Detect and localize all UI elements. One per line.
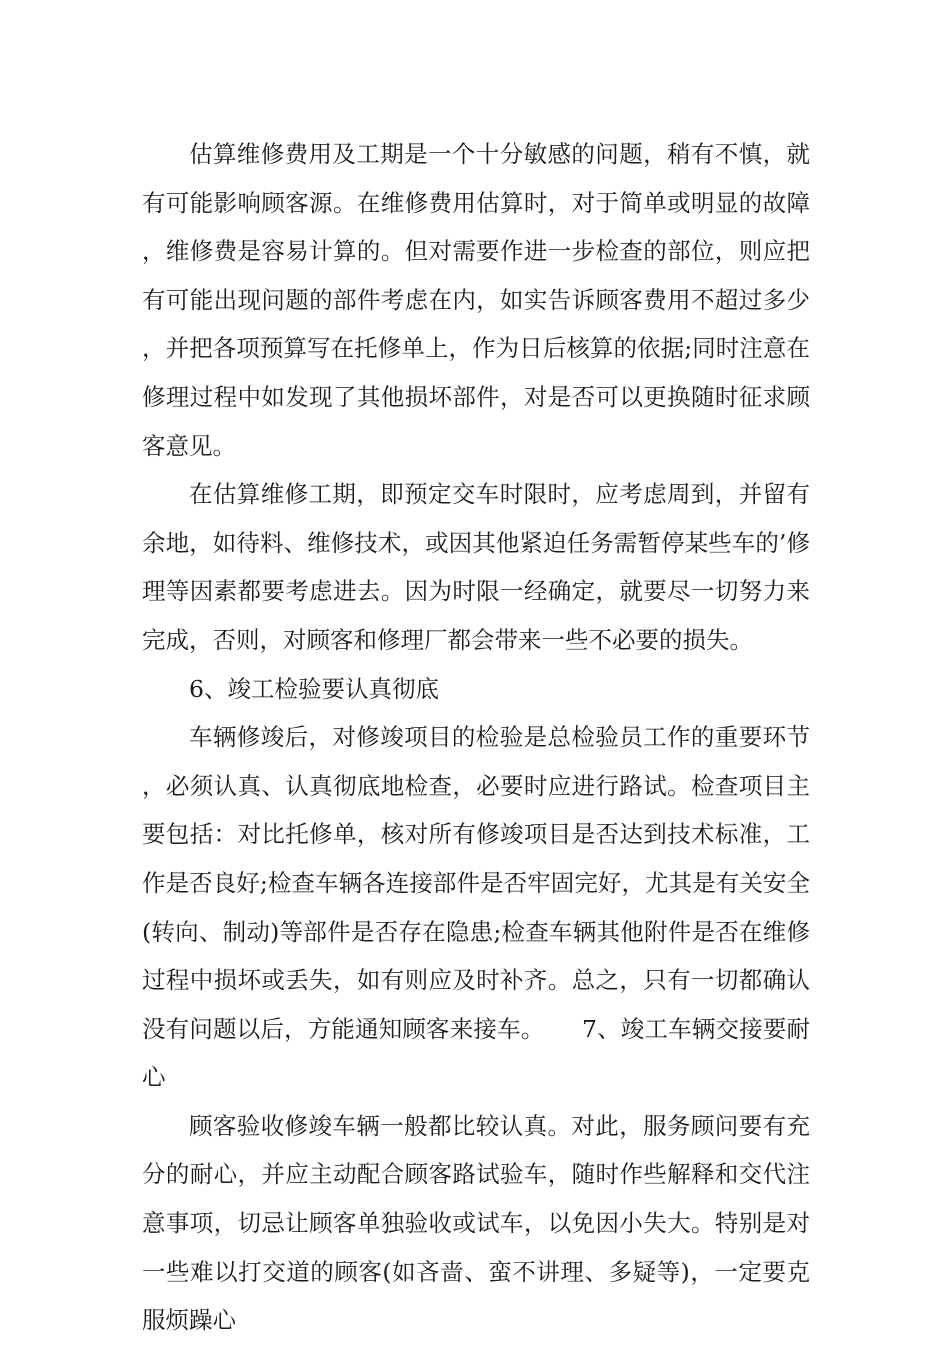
section-heading-vehicle-handover: 7、竣工车辆交接要耐心: [142, 1014, 811, 1092]
paragraph-inspection-text: 车辆修竣后，对修竣项目的检验是总检验员工作的重要环节，必须认真、认真彻底地检查，必要时应进行路试。检查项目主要包括：对比托修单，核对所有修竣项目是否达到技术标准，工作是否良好;检查车辆各连接部件是否牢固完好，尤其是有关安全(转向、制动)等部件是否存在隐患;检查车辆其他附件是否在维修过程中损坏或丢失，如有则应及时补齐。总之，只有一切都确认没有问题以后，方能通知顾客来接车。: [142, 723, 810, 1043]
document-body: [142, 130, 810, 1345]
paragraph-repair-period: 在估算维修工期，即预定交车时限时，应考虑周到，并留有余地，如待料、维修技术，或因其他紧迫任务需暂停某些车的’修理等因素都要考虑进去。因为时限一经确定，就要尽一切努力来完成，否则，对顾客和修理厂都会带来一些不必要的损失。: [142, 480, 810, 654]
paragraph-cost-estimate: 估算维修费用及工期是一个十分敏感的问题，稍有不慎，就有可能影响顾客源。在维修费用估算时，对于简单或明显的故障，维修费是容易计算的。但对需要作进一步检查的部位，则应把有可能出现问题的部件考虑在内，如实告诉顾客费用不超过多少，并把各项预算写在托修单上，作为日后核算的依据;同时注意在修理过程中如发现了其他损坏部件，对是否可以更换随时征求顾客意见。: [142, 140, 810, 460]
paragraph-inspection: [142, 713, 810, 1102]
paragraph-customer-acceptance: 顾客验收修竣车辆一般都比较认真。对此，服务顾问要有充分的耐心，并应主动配合顾客路试验车，随时作些解释和交代注意事项，切忌让顾客单独验收或试车，以免因小失大。特别是对一些难以打交道的顾客(如吝啬、蛮不讲理、多疑等)，一定要克服烦躁心: [142, 1111, 810, 1335]
section-heading-completion-inspection: 6、竣工检验要认真彻底: [189, 674, 439, 703]
